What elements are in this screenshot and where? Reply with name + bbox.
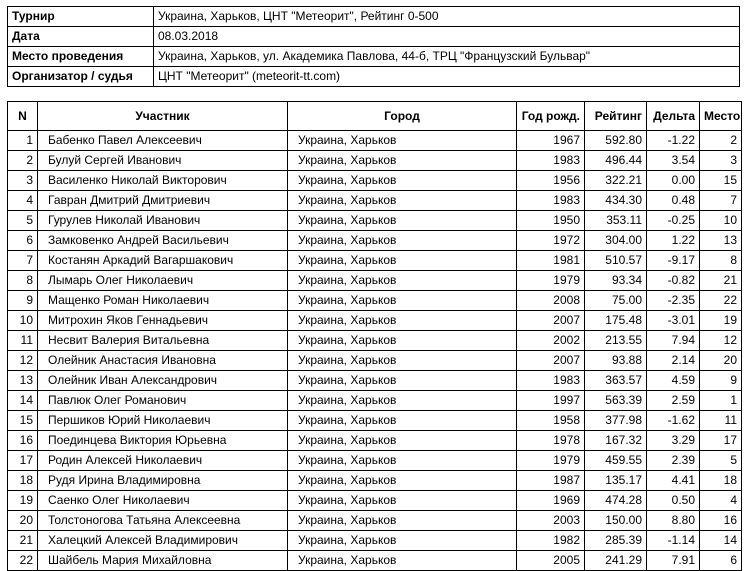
cell-birth-year: 1972 <box>517 231 585 251</box>
info-label: Место проведения <box>8 47 154 67</box>
cell-rating: 93.88 <box>585 351 647 371</box>
cell-place: 2 <box>700 131 742 151</box>
cell-place: 10 <box>700 211 742 231</box>
cell-city: Украина, Харьков <box>288 431 517 451</box>
cell-birth-year: 1979 <box>517 451 585 471</box>
cell-place: 20 <box>700 351 742 371</box>
cell-place: 12 <box>700 331 742 351</box>
table-row <box>8 511 742 531</box>
cell-number: 6 <box>8 231 38 251</box>
table-row <box>8 171 742 191</box>
cell-rating: 434.30 <box>585 191 647 211</box>
col-header-birth-year: Год рожд. <box>517 102 585 131</box>
table-row <box>8 291 742 311</box>
cell-rating: 592.80 <box>585 131 647 151</box>
table-row <box>8 251 742 271</box>
cell-player: Родин Алексей Николаевич <box>38 451 288 471</box>
cell-birth-year: 2003 <box>517 511 585 531</box>
cell-birth-year: 1983 <box>517 191 585 211</box>
cell-delta: 4.41 <box>647 471 700 491</box>
cell-player: Саенко Олег Николаевич <box>38 491 288 511</box>
table-row <box>8 191 742 211</box>
cell-place: 16 <box>700 511 742 531</box>
table-row <box>8 271 742 291</box>
cell-birth-year: 1950 <box>517 211 585 231</box>
cell-delta: 3.29 <box>647 431 700 451</box>
cell-number: 11 <box>8 331 38 351</box>
cell-player: Бабенко Павел Алексеевич <box>38 131 288 151</box>
cell-number: 3 <box>8 171 38 191</box>
cell-city: Украина, Харьков <box>288 531 517 551</box>
cell-city: Украина, Харьков <box>288 151 517 171</box>
cell-rating: 167.32 <box>585 431 647 451</box>
cell-player: Гурулев Николай Иванович <box>38 211 288 231</box>
cell-birth-year: 1958 <box>517 411 585 431</box>
cell-number: 21 <box>8 531 38 551</box>
cell-player: Толстоногова Татьяна Алексеевна <box>38 511 288 531</box>
cell-birth-year: 1956 <box>517 171 585 191</box>
table-row <box>8 131 742 151</box>
cell-place: 14 <box>700 531 742 551</box>
col-header-city: Город <box>288 102 517 131</box>
cell-city: Украина, Харьков <box>288 491 517 511</box>
cell-delta: 8.80 <box>647 511 700 531</box>
info-value: 08.03.2018 <box>154 27 740 47</box>
cell-birth-year: 1969 <box>517 491 585 511</box>
info-label: Турнир <box>8 7 154 27</box>
cell-number: 12 <box>8 351 38 371</box>
cell-city: Украина, Харьков <box>288 191 517 211</box>
cell-number: 18 <box>8 471 38 491</box>
cell-rating: 241.29 <box>585 551 647 571</box>
cell-rating: 175.48 <box>585 311 647 331</box>
cell-birth-year: 1967 <box>517 131 585 151</box>
cell-rating: 304.00 <box>585 231 647 251</box>
cell-city: Украина, Харьков <box>288 331 517 351</box>
cell-birth-year: 1997 <box>517 391 585 411</box>
cell-player: Халецкий Алексей Владимирович <box>38 531 288 551</box>
cell-birth-year: 1982 <box>517 531 585 551</box>
cell-player: Павлюк Олег Романович <box>38 391 288 411</box>
cell-delta: -2.35 <box>647 291 700 311</box>
cell-delta: 0.00 <box>647 171 700 191</box>
info-row-tournament <box>8 7 740 27</box>
cell-rating: 150.00 <box>585 511 647 531</box>
cell-city: Украина, Харьков <box>288 251 517 271</box>
cell-city: Украина, Харьков <box>288 211 517 231</box>
cell-city: Украина, Харьков <box>288 511 517 531</box>
cell-birth-year: 1978 <box>517 431 585 451</box>
cell-delta: 0.48 <box>647 191 700 211</box>
cell-delta: 2.14 <box>647 351 700 371</box>
cell-rating: 510.57 <box>585 251 647 271</box>
table-row <box>8 471 742 491</box>
cell-player: Рудя Ирина Владимировна <box>38 471 288 491</box>
cell-number: 22 <box>8 551 38 571</box>
cell-delta: -0.25 <box>647 211 700 231</box>
cell-birth-year: 1983 <box>517 151 585 171</box>
cell-delta: 1.22 <box>647 231 700 251</box>
info-label: Организатор / судья <box>8 67 154 87</box>
cell-place: 19 <box>700 311 742 331</box>
cell-delta: -3.01 <box>647 311 700 331</box>
cell-rating: 75.00 <box>585 291 647 311</box>
cell-number: 2 <box>8 151 38 171</box>
cell-rating: 496.44 <box>585 151 647 171</box>
cell-player: Замковенко Андрей Васильевич <box>38 231 288 251</box>
cell-place: 15 <box>700 171 742 191</box>
cell-delta: -1.22 <box>647 131 700 151</box>
cell-number: 15 <box>8 411 38 431</box>
cell-birth-year: 1987 <box>517 471 585 491</box>
info-value: Украина, Харьков, ЦНТ "Метеорит", Рейтинг 0-500 <box>154 7 740 27</box>
table-row <box>8 391 742 411</box>
table-row <box>8 551 742 571</box>
table-row <box>8 211 742 231</box>
cell-place: 4 <box>700 491 742 511</box>
cell-number: 13 <box>8 371 38 391</box>
results-body <box>8 131 742 571</box>
table-row <box>8 491 742 511</box>
cell-number: 9 <box>8 291 38 311</box>
cell-place: 8 <box>700 251 742 271</box>
cell-number: 4 <box>8 191 38 211</box>
results-header-row <box>8 102 742 131</box>
cell-player: Першиков Юрий Николаевич <box>38 411 288 431</box>
cell-birth-year: 1983 <box>517 371 585 391</box>
cell-player: Василенко Николай Викторович <box>38 171 288 191</box>
cell-rating: 563.39 <box>585 391 647 411</box>
cell-delta: -1.62 <box>647 411 700 431</box>
table-row <box>8 411 742 431</box>
cell-birth-year: 2002 <box>517 331 585 351</box>
cell-place: 1 <box>700 391 742 411</box>
col-header-player: Участник <box>38 102 288 131</box>
cell-birth-year: 1979 <box>517 271 585 291</box>
cell-rating: 322.21 <box>585 171 647 191</box>
cell-city: Украина, Харьков <box>288 451 517 471</box>
cell-city: Украина, Харьков <box>288 411 517 431</box>
cell-number: 8 <box>8 271 38 291</box>
cell-player: Несвит Валерия Витальевна <box>38 331 288 351</box>
col-header-number: N <box>8 102 38 131</box>
cell-city: Украина, Харьков <box>288 551 517 571</box>
cell-player: Мащенко Роман Николаевич <box>38 291 288 311</box>
cell-delta: -0.82 <box>647 271 700 291</box>
info-label: Дата <box>8 27 154 47</box>
cell-city: Украина, Харьков <box>288 231 517 251</box>
cell-city: Украина, Харьков <box>288 351 517 371</box>
cell-number: 20 <box>8 511 38 531</box>
cell-place: 11 <box>700 411 742 431</box>
cell-number: 17 <box>8 451 38 471</box>
cell-place: 17 <box>700 431 742 451</box>
cell-place: 6 <box>700 551 742 571</box>
table-row <box>8 371 742 391</box>
table-row <box>8 331 742 351</box>
cell-rating: 213.55 <box>585 331 647 351</box>
col-header-place: Место <box>700 102 742 131</box>
cell-number: 5 <box>8 211 38 231</box>
table-row <box>8 311 742 331</box>
cell-number: 10 <box>8 311 38 331</box>
cell-delta: 2.39 <box>647 451 700 471</box>
cell-place: 18 <box>700 471 742 491</box>
cell-birth-year: 2007 <box>517 351 585 371</box>
cell-player: Шайбель Мария Михайловна <box>38 551 288 571</box>
tournament-info-table <box>7 6 740 87</box>
cell-delta: 4.59 <box>647 371 700 391</box>
info-row-date <box>8 27 740 47</box>
cell-city: Украина, Харьков <box>288 291 517 311</box>
cell-city: Украина, Харьков <box>288 271 517 291</box>
cell-city: Украина, Харьков <box>288 371 517 391</box>
cell-rating: 363.57 <box>585 371 647 391</box>
info-row-venue <box>8 47 740 67</box>
cell-player: Олейник Иван Александрович <box>38 371 288 391</box>
cell-delta: 0.50 <box>647 491 700 511</box>
cell-place: 5 <box>700 451 742 471</box>
info-row-organizer <box>8 67 740 87</box>
table-row <box>8 351 742 371</box>
cell-rating: 377.98 <box>585 411 647 431</box>
cell-delta: 7.91 <box>647 551 700 571</box>
cell-city: Украина, Харьков <box>288 311 517 331</box>
cell-number: 19 <box>8 491 38 511</box>
cell-birth-year: 1981 <box>517 251 585 271</box>
info-value: Украина, Харьков, ул. Академика Павлова, 44-б, ТРЦ "Французский Бульвар" <box>154 47 740 67</box>
cell-delta: -1.14 <box>647 531 700 551</box>
cell-player: Гавран Дмитрий Дмитриевич <box>38 191 288 211</box>
cell-player: Лымарь Олег Николаевич <box>38 271 288 291</box>
cell-number: 14 <box>8 391 38 411</box>
cell-city: Украина, Харьков <box>288 471 517 491</box>
cell-city: Украина, Харьков <box>288 131 517 151</box>
cell-place: 9 <box>700 371 742 391</box>
cell-birth-year: 2007 <box>517 311 585 331</box>
cell-number: 1 <box>8 131 38 151</box>
table-row <box>8 531 742 551</box>
cell-city: Украина, Харьков <box>288 171 517 191</box>
cell-rating: 93.34 <box>585 271 647 291</box>
cell-rating: 135.17 <box>585 471 647 491</box>
cell-player: Митрохин Яков Геннадьевич <box>38 311 288 331</box>
cell-delta: 2.59 <box>647 391 700 411</box>
cell-place: 22 <box>700 291 742 311</box>
cell-place: 13 <box>700 231 742 251</box>
cell-number: 7 <box>8 251 38 271</box>
cell-birth-year: 2005 <box>517 551 585 571</box>
cell-player: Костанян Аркадий Вагаршакович <box>38 251 288 271</box>
cell-rating: 285.39 <box>585 531 647 551</box>
cell-rating: 459.55 <box>585 451 647 471</box>
info-value: ЦНТ "Метеорит" (meteorit-tt.com) <box>154 67 740 87</box>
cell-birth-year: 2008 <box>517 291 585 311</box>
table-row <box>8 231 742 251</box>
cell-player: Булуй Сергей Иванович <box>38 151 288 171</box>
col-header-rating: Рейтинг <box>585 102 647 131</box>
cell-number: 16 <box>8 431 38 451</box>
cell-place: 21 <box>700 271 742 291</box>
cell-player: Олейник Анастасия Ивановна <box>38 351 288 371</box>
cell-place: 3 <box>700 151 742 171</box>
results-table <box>7 101 742 571</box>
cell-delta: 3.54 <box>647 151 700 171</box>
col-header-delta: Дельта <box>647 102 700 131</box>
cell-city: Украина, Харьков <box>288 391 517 411</box>
cell-rating: 353.11 <box>585 211 647 231</box>
cell-player: Поединцева Виктория Юрьевна <box>38 431 288 451</box>
cell-delta: -9.17 <box>647 251 700 271</box>
cell-rating: 474.28 <box>585 491 647 511</box>
table-row <box>8 451 742 471</box>
table-row <box>8 151 742 171</box>
cell-delta: 7.94 <box>647 331 700 351</box>
table-row <box>8 431 742 451</box>
cell-place: 7 <box>700 191 742 211</box>
